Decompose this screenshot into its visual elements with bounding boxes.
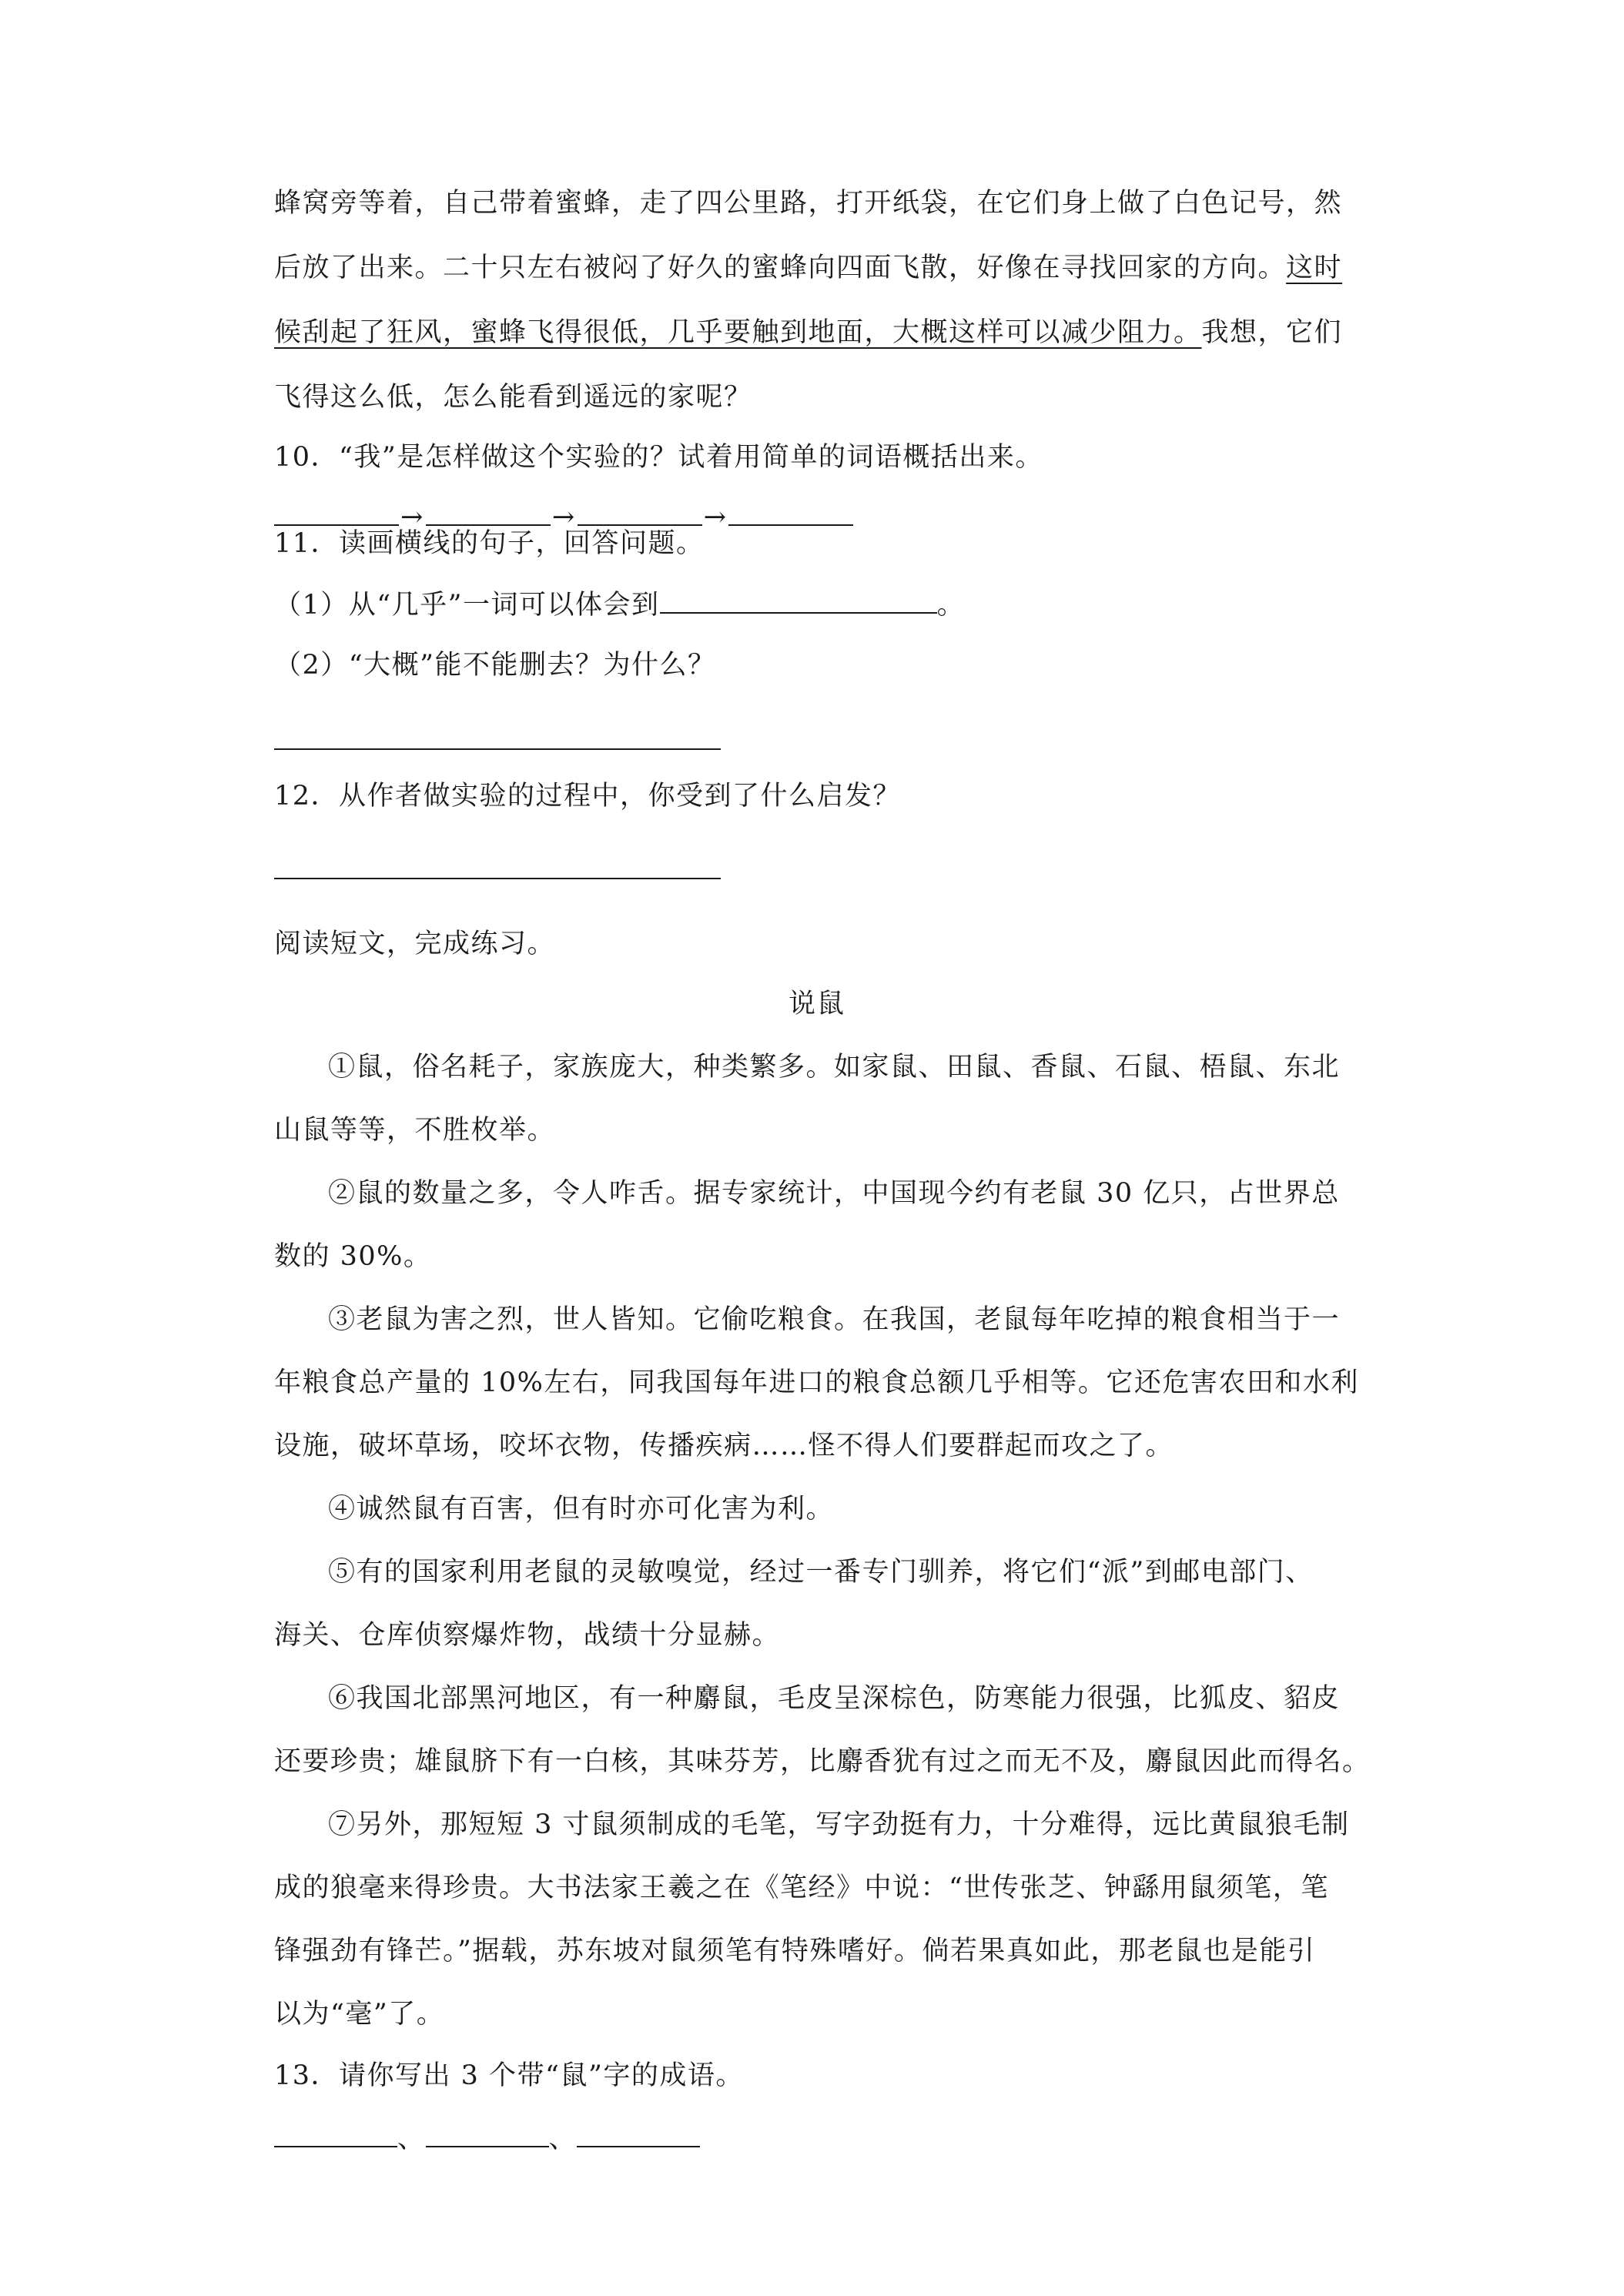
paragraph-1: ①鼠，俗名耗子，家族庞大，种类繁多。如家鼠、田鼠、香鼠、石鼠、梧鼠、东北 [328,1052,1341,1083]
passage-line [274,314,1342,351]
question-13: 13．请你写出 3 个带“鼠”字的成语。 [274,2060,744,2091]
passage-text: 后放了出来。二十只左右被闷了好久的蜜蜂向四面飞散，好像在寻找回家的方向。 [274,253,1287,283]
passage-line: 飞得这么低，怎么能看到遥远的家呢？ [274,382,752,413]
paragraph-1-cont: 山鼠等等，不胜枚举。 [274,1115,556,1146]
passage-text: 我想，它们 [1201,317,1343,348]
paragraph-3-cont: 年粮食总产量的 10%左右，同我国每年进口的粮食总额几乎相等。它还危害农田和水利 [274,1367,1359,1398]
paragraph-6-cont: 还要珍贵；雄鼠脐下有一白核，其味芬芳，比麝香犹有过之而无不及，麝鼠因此而得名。 [274,1746,1371,1777]
question-10: 10．“我”是怎样做这个实验的？试着用简单的词语概括出来。 [274,442,1043,473]
separator: 、 [548,2124,578,2154]
paragraph-7-cont: 成的狼毫来得珍贵。大书法家王羲之在《笔经》中说：“世传张芝、钟繇用鼠须笔，笔 [274,1873,1329,1903]
q11-sub2: （2）“大概”能不能删去？为什么？ [274,650,716,681]
paragraph-5-cont: 海关、仓库侦察爆炸物，战绩十分显赫。 [274,1620,781,1651]
separator: 、 [397,2124,426,2154]
arrow: → [551,502,576,533]
paragraph-3: ③老鼠为害之烈，世人皆知。它偷吃粮食。在我国，老鼠每年吃掉的粮食相当于一 [328,1304,1341,1335]
answer-blank[interactable] [577,2123,700,2147]
paragraph-7: ⑦另外，那短短 3 寸鼠须制成的毛笔，写字劲挺有力，十分难得，远比黄鼠狼毛制 [328,1809,1350,1840]
answer-blank[interactable] [728,501,853,526]
paragraph-6: ⑥我国北部黑河地区，有一种麝鼠，毛皮呈深棕色，防寒能力很强，比狐皮、貂皮 [328,1683,1341,1714]
answer-blank[interactable] [274,2123,397,2147]
paragraph-7-cont: 锋强劲有锋芒。”据载，苏东坡对鼠须笔有特殊嗜好。倘若果真如此，那老鼠也是能引 [274,1936,1316,1966]
passage-line: 蜂窝旁等着，自己带着蜜蜂，走了四公里路，打开纸袋，在它们身上做了白色记号，然 [274,188,1343,219]
arrow: → [703,502,728,533]
passage-title: 说鼠 [788,989,845,1019]
answer-blank[interactable] [660,589,937,614]
answer-blank[interactable] [274,501,399,526]
paragraph-2-cont: 数的 30%。 [274,1241,432,1272]
paragraph-7-cont: 以为“毫”了。 [274,1999,445,2030]
q11-sub1 [274,587,965,624]
sub-question-text: （1）从“几乎”一词可以体会到 [274,590,660,621]
answer-line[interactable] [274,878,721,879]
underlined-sentence: 这时 [1286,253,1343,283]
answer-line[interactable] [274,748,721,750]
answer-blank[interactable] [578,501,702,526]
passage-line [274,249,1342,286]
q13-answer-row [274,2120,700,2157]
paragraph-2: ②鼠的数量之多，令人咋舌。据专家统计，中国现今约有老鼠 30 亿只，占世界总 [328,1178,1340,1209]
question-11: 11．读画横线的句子，回答问题。 [274,528,705,559]
answer-blank[interactable] [426,501,551,526]
underlined-sentence: 候刮起了狂风，蜜蜂飞得很低，几乎要触到地面，大概这样可以减少阻力。 [274,317,1202,348]
paragraph-4: ④诚然鼠有百害，但有时亦可化害为利。 [328,1494,835,1525]
answer-blank[interactable] [426,2123,549,2147]
arrow: → [400,502,424,533]
period: 。 [936,590,966,621]
paragraph-3-cont: 设施，破坏草场，咬坏衣物，传播疾病……怪不得人们要群起而攻之了。 [274,1431,1174,1461]
question-12: 12．从作者做实验的过程中，你受到了什么启发？ [274,781,902,812]
paragraph-5: ⑤有的国家利用老鼠的灵敏嗅觉，经过一番专门驯养，将它们“派”到邮电部门、 [328,1557,1314,1588]
reading-instruction: 阅读短文，完成练习。 [274,929,556,959]
